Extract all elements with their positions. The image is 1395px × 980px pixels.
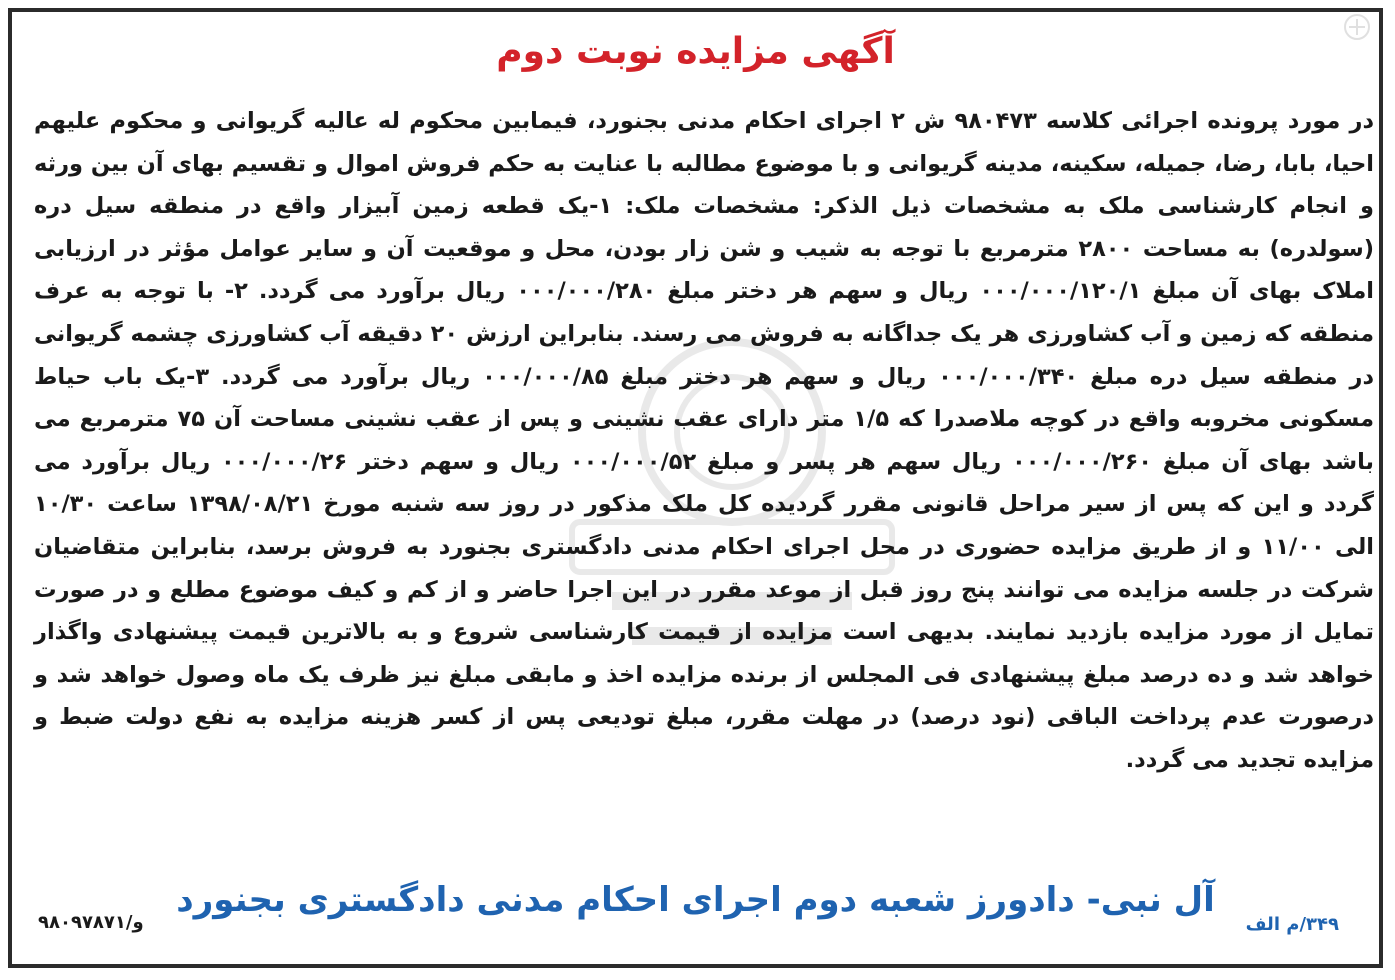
- reference-number: ۹۸۰۹۷۸۷۱/و: [38, 912, 144, 933]
- notice-body: در مورد پرونده اجرائی کلاسه ۹۸۰۴۷۳ ش ۲ اجرای احکام مدنی بجنورد، فیمابین محکوم له عالیه گریوانی و محکوم علیهم احیا، بابا، رضا، جمیله، سکینه، مدینه گریوانی و با موضوع مطالبه با عنایت به حکم فروش اموال و تقسیم بهای آن بین ورثه و انجام کارشناسی ملک به مشخصات ذیل الذکر: مشخصات ملک: ۱-یک قطعه زمین آبیزار واقع در منطقه سیل دره (سولدره) به مساحت ۲۸۰۰ مترمربع با توجه به شیب و شن زار بودن، محل و موقعیت آن و سایر عوامل مؤثر در ارزیابی املاک بهای آن مبلغ ۰۰۰/۰۰۰/۱۲۰/۱ ریال و سهم هر دختر مبلغ ۰۰۰/۰۰۰/۲۸۰ ریال برآورد می گردد. ۲- با توجه به عرف منطقه که زمین و آب کشاورزی هر یک جداگانه به فروش می رسند. بنابراین ارزش ۲۰ دقیقه آب کشاورزی چشمه گریوانی در منطقه سیل دره مبلغ ۰۰۰/۰۰۰/۳۴۰ ریال و سهم هر دختر مبلغ ۰۰۰/۰۰۰/۸۵ ریال برآورد می گردد. ۳-یک باب حیاط مسکونی مخروبه واقع در کوچه ملاصدرا که ۱/۵ متر دارای عقب نشینی و پس از عقب نشینی مساحت آن ۷۵ مترمربع می باشد بهای آن مبلغ ۰۰۰/۰۰۰/۲۶۰ ریال سهم هر پسر و مبلغ ۰۰۰/۰۰۰/۵۲ ریال و سهم دختر ۰۰۰/۰۰۰/۲۶ ریال برآورد می گردد و این که پس از سیر مراحل قانونی مقرر گردیده کل ملک مذکور در روز سه شنبه مورخ ۱۳۹۸/۰۸/۲۱ ساعت ۱۰/۳۰ الی ۱۱/۰۰ و از طریق مزایده حضوری در محل اجرای احکام مدنی دادگستری بجنورد به فروش برسد، بنابراین متقاضیان شرکت در جلسه مزایده می توانند پنج روز قبل از موعد مقرر در این اجرا حاضر و از کم و کیف موضوع مطلع و در صورت تمایل از مورد مزایده بازدید نمایند. بدیهی است مزایده از قیمت کارشناسی شروع و به بالاترین قیمت پیشنهادی واگذار خواهد شد و ده درصد مبلغ پیشنهادی فی المجلس از برنده مزایده اخذ و مابقی مبلغ نیز ظرف یک ماه وصول خواهد شد و درصورت عدم پرداخت الباقی (نود درصد) در مهلت مقرر، مبلغ تودیعی پس از کسر هزینه مزایده به نفع دولت ضبط و مزایده تجدید می گردد.: [34, 108, 1375, 773]
- notice-frame: [8, 8, 1383, 968]
- notice-code: ۳۴۹/م الف: [1245, 914, 1339, 935]
- notice-title: آگهی مزایده نوبت دوم: [496, 31, 895, 72]
- notice-signature: آل نبی- دادورز شعبه دوم اجرای احکام مدنی دادگستری بجنورد: [176, 880, 1215, 920]
